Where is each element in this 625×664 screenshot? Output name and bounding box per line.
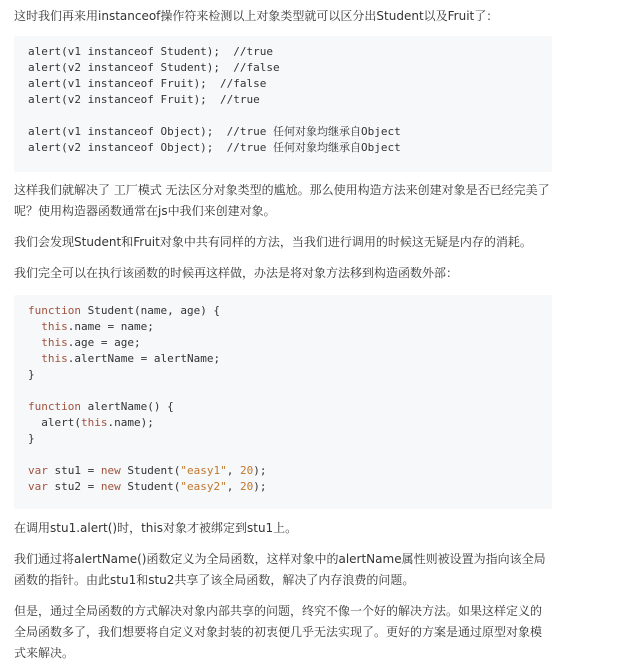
keyword: new <box>100 464 121 477</box>
paragraph-factory-pattern: 这样我们就解决了 工厂模式 无法区分对象类型的尴尬。那么使用构造方法来创建对象是否已经完美了呢？使用构造器函数通常在js中我们来创建对象。 <box>14 183 550 218</box>
code-block-instanceof <box>14 36 552 172</box>
code-text: Student(name, age) { <box>80 304 221 317</box>
keyword: this <box>41 320 68 333</box>
code-text: stu1 = <box>47 464 101 477</box>
keyword: this <box>80 416 108 429</box>
keyword: function <box>28 304 81 317</box>
code-text: , <box>226 480 240 493</box>
code-text: Student( <box>120 464 181 477</box>
keyword: this <box>41 352 68 365</box>
code-line <box>28 303 552 319</box>
code-line <box>28 319 552 335</box>
keyword: this <box>41 336 68 349</box>
number-literal: 20 <box>239 480 254 493</box>
code-line <box>28 399 552 415</box>
code-text: ); <box>253 464 267 477</box>
code-text: ); <box>253 480 267 493</box>
code-line: alert(v2 instanceof Fruit); //true <box>28 93 260 106</box>
code-text: alertName() { <box>80 400 174 413</box>
code-line <box>28 415 552 431</box>
code-text: .age = age; <box>67 336 141 349</box>
paragraph-this-binding: 在调用stu1.alert()时，this对象才被绑定到stu1上。 <box>14 521 298 535</box>
article-body <box>14 0 552 664</box>
code-line: } <box>28 368 35 381</box>
code-line <box>28 351 552 367</box>
number-literal: 20 <box>239 464 254 477</box>
paragraph-memory-consumption: 我们会发现Student和Fruit对象中共有同样的方法，当我们进行调用的时候这无疑是内存的消耗。 <box>14 235 532 249</box>
code-line <box>28 335 552 351</box>
code-block-constructor <box>14 295 552 509</box>
code-text: , <box>226 464 240 477</box>
code-text: Student( <box>120 480 181 493</box>
code-text: .name); <box>107 416 154 429</box>
code-text: .alertName = alertName; <box>67 352 221 365</box>
code-blank-line <box>28 383 552 399</box>
code-line: alert(v1 instanceof Object); //true 任何对象均继承自Object <box>28 125 401 138</box>
string-literal: "easy1" <box>180 464 227 477</box>
paragraph-global-function: 我们通过将alertName()函数定义为全局函数，这样对象中的alertName属性则被设置为指向该全局函数的指针。由此stu1和stu2共享了该全局函数，解决了内存浪费的问题。 <box>14 552 546 587</box>
code-blank-line <box>28 447 552 463</box>
code-line <box>28 479 552 495</box>
code-line: alert(v2 instanceof Object); //true 任何对象均继承自Object <box>28 141 401 154</box>
keyword: new <box>100 480 121 493</box>
paragraph-prototype-solution: 但是，通过全局函数的方式解决对象内部共享的问题，终究不像一个好的解决方法。如果这样定义的全局函数多了，我们想要将自定义对象封装的初衷便几乎无法实现了。更好的方案是通过原型对象模式来解决。 <box>14 604 543 660</box>
code-blank-line <box>28 108 552 124</box>
code-text: stu2 = <box>47 480 101 493</box>
string-literal: "easy2" <box>180 480 227 493</box>
code-text: alert( <box>28 416 81 429</box>
keyword: var <box>28 480 48 493</box>
code-text: .name = name; <box>67 320 154 333</box>
code-line: } <box>28 432 35 445</box>
paragraph-instanceof-intro: 这时我们再来用instanceof操作符来检测以上对象类型就可以区分出Student以及Fruit了： <box>14 9 499 23</box>
code-line <box>28 463 552 479</box>
code-line: alert(v2 instanceof Student); //false <box>28 61 280 74</box>
code-line: alert(v1 instanceof Fruit); //false <box>28 77 267 90</box>
keyword: var <box>28 464 48 477</box>
keyword: function <box>28 400 81 413</box>
code-line: alert(v1 instanceof Student); //true <box>28 45 274 58</box>
paragraph-move-method-outside: 我们完全可以在执行该函数的时候再这样做，办法是将对象方法移到构造函数外部： <box>14 266 459 280</box>
